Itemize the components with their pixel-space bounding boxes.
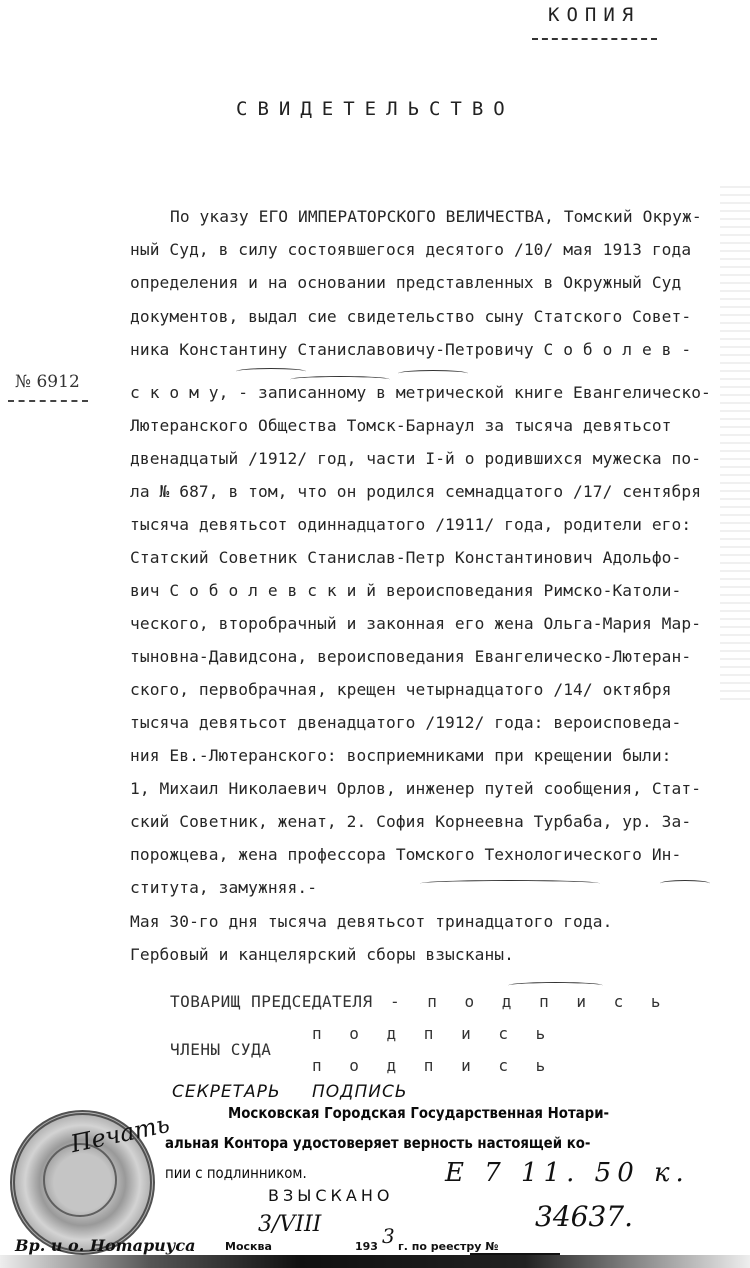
deputy-chairman-signature: - п о д п и с ь [390,992,670,1011]
pen-underline [290,376,390,383]
scan-bottom-edge [0,1255,750,1268]
court-members-label: ЧЛЕНЫ СУДА [170,1040,272,1059]
body-line: тыновна-Давидсона, вероисповедания Евангелическо-Лютеран- [130,647,692,666]
notary-line-1: Московская Городская Государственная Нотари- [228,1104,610,1122]
body-line: ского, первобрачная, крещен четырнадцатого /14/ октября [130,680,672,699]
handwritten-date: 3/VIII [258,1212,322,1237]
member-signature-1: п о д п и с ь [312,1024,555,1043]
stamp-handwritten-signature: Печать [68,1109,173,1159]
member-signature-2: п о д п и с ь [312,1056,555,1075]
body-line: 1, Михаил Николаевич Орлов, инженер путей сообщения, Стат- [130,779,702,798]
pen-underline [398,370,468,377]
body-line: двенадцатый /1912/ год, части I-й о родившихся мужеска по- [130,449,702,468]
handwritten-amount: Е 7 11. 50 к. [445,1158,690,1188]
body-line: вич С о б о л е в с к и й вероисповедания Римско-Католи- [130,581,682,600]
pen-underline [508,982,603,989]
year-prefix: 193 [355,1240,378,1253]
scan-edge-noise [720,180,750,700]
pen-underline [420,880,600,887]
handwritten-register-number: 34637. [535,1200,633,1233]
secretary-signature: ПОДПИСЬ [312,1082,408,1102]
notary-line-3: пии с подлинником. [165,1164,307,1182]
collected-label: ВЗЫСКАНО [268,1186,394,1205]
register-text: г. по реестру № [398,1240,499,1253]
register-number-underline [8,400,88,402]
body-line: ный Суд, в силу состоявшегося десятого /10/ мая 1913 года [130,240,692,259]
place-prefix: Москва [225,1240,272,1253]
body-line: порожцева, жена профессора Томского Технологического Ин- [130,845,682,864]
body-line: По указу ЕГО ИМПЕРАТОРСКОГО ВЕЛИЧЕСТВА, Томский Окруж- [170,207,702,226]
body-line: с к о м у, - записанному в метрической книге Евангелическо- [130,383,711,402]
copy-mark: КОПИЯ [548,4,641,26]
notary-title: Вр. и о. Нотариуса [15,1236,196,1255]
register-number: № 6912 [15,372,80,392]
body-line: Статский Советник Станислав-Петр Константинович Адольфо- [130,548,682,567]
body-line: ститута, замужняя.- [130,878,318,897]
document-title: СВИДЕТЕЛЬСТВО [236,98,515,120]
body-line: ника Константину Станиславовичу-Петровичу С о б о л е в - [130,340,692,359]
fees-line: Гербовый и канцелярский сборы взысканы. [130,945,514,964]
pen-underline [660,880,710,887]
body-line: ла № 687, в том, что он родился семнадцатого /17/ сентября [130,482,702,501]
secretary-label: СЕКРЕТАРЬ [172,1082,281,1102]
deputy-chairman-label: ТОВАРИЩ ПРЕДСЕДАТЕЛЯ [170,992,373,1011]
body-line: тысяча девятьсот двенадцатого /1912/ года: вероисповеда- [130,713,682,732]
body-line: ния Ев.-Лютеранского: восприемниками при крещении были: [130,746,672,765]
body-line: ческого, второбрачный и законная его жена Ольга-Мария Мар- [130,614,702,633]
pen-underline [236,368,306,375]
body-line: ский Советник, женат, 2. София Корнеевна Турбаба, ур. За- [130,812,692,831]
handwritten-year-digit: 3 [382,1224,395,1248]
body-line: определения и на основании представленных в Окружный Суд [130,273,682,292]
body-line: Лютеранского Общества Томск-Барнаул за тысяча девятьсот [130,416,672,435]
body-line: документов, выдал сие свидетельство сыну Статского Совет- [130,307,692,326]
copy-mark-underline [532,38,657,40]
body-line: тысяча девятьсот одиннадцатого /1911/ года, родители его: [130,515,692,534]
notary-line-2: альная Контора удостоверяет верность настоящей ко- [165,1134,591,1152]
date-line: Мая 30-го дня тысяча девятьсот тринадцатого года. [130,912,613,931]
